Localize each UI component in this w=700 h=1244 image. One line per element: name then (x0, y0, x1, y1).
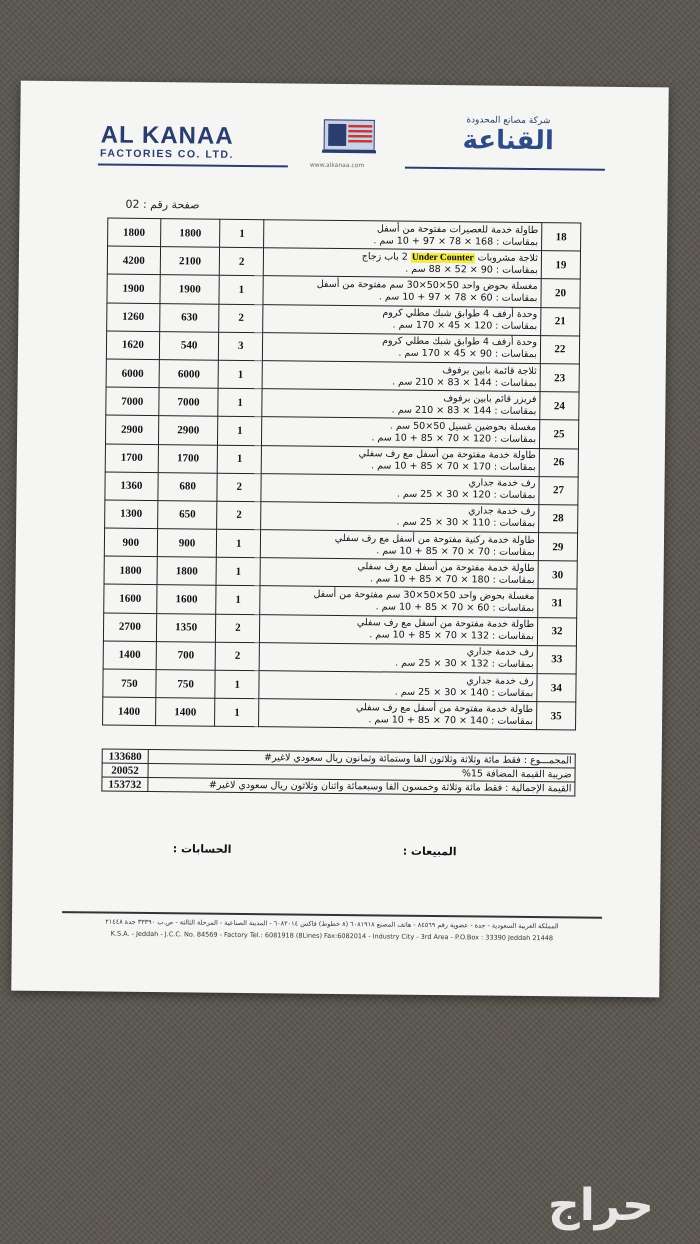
item-number-cell: 19 (541, 251, 580, 280)
logo-ar-sub: شركة مصانع المحدودة (466, 115, 551, 127)
quantity-cell: 1 (215, 698, 259, 727)
description-line: طاولة خدمة للعصيرات مفتوحة من أسفل (376, 222, 539, 236)
unit-price-cell: 1400 (155, 698, 215, 727)
description-line: طاولة خدمة مفتوحة من أسفل مع رف سفلي (355, 701, 534, 715)
description-line: رف خدمة جداري (466, 674, 534, 687)
item-number-cell: 28 (539, 504, 578, 533)
dimensions-line: بمقاسات : 60 × 70 × 85 + 10 سم . (375, 601, 535, 615)
unit-price-cell: 1900 (160, 275, 220, 304)
description-cell (263, 276, 541, 307)
description-line: ثلاجة قائمة بابين برفوف (442, 364, 537, 377)
item-number-cell: 21 (541, 307, 580, 336)
dimensions-line: بمقاسات : 120 × 45 × 170 سم . (392, 319, 538, 333)
quantity-cell: 2 (217, 501, 261, 530)
sales-signature-label: المبيعات : (402, 844, 457, 859)
total-cell: 4200 (107, 246, 160, 275)
total-cell: 1900 (107, 274, 160, 303)
haraj-watermark: حراج (548, 1180, 654, 1231)
dimensions-line: بمقاسات : 170 × 70 × 85 + 10 سم . (371, 460, 536, 474)
item-number-cell: 30 (538, 561, 577, 590)
total-cell: 1700 (105, 444, 158, 473)
unit-price-cell: 1800 (157, 557, 217, 586)
description-cell (260, 614, 538, 645)
description-cell (262, 417, 540, 448)
description-line: ثلاجة مشروبات Under Counter 2 باب زجاج (361, 250, 538, 264)
totals-value: 20052 (102, 763, 148, 777)
item-number-cell: 27 (539, 476, 578, 505)
totals-value: 133680 (102, 749, 148, 763)
unit-price-cell: 1600 (157, 585, 217, 614)
item-number-cell: 31 (538, 589, 577, 618)
logo-en-name: AL KANAA (100, 121, 234, 150)
item-number-cell: 24 (540, 392, 579, 421)
highlighted-text: Under Counter (411, 252, 474, 264)
unit-price-cell: 7000 (159, 388, 219, 417)
description-cell (260, 586, 538, 617)
logo-underline-ar (405, 167, 605, 171)
total-cell: 6000 (106, 359, 159, 388)
unit-price-cell: 2100 (160, 247, 220, 276)
description-cell (261, 502, 539, 533)
quantity-cell: 1 (216, 586, 260, 615)
item-number-cell: 33 (537, 645, 576, 674)
unit-price-cell: 750 (156, 670, 216, 699)
unit-price-cell: 900 (157, 529, 217, 558)
total-cell: 1800 (104, 556, 157, 585)
footer-address-en: K.S.A. - Jeddah - J.C.C. No. 84569 - Factory Tel.: 6081918 (8Lines) Fax:6082014 - Industry City - 3rd Area - P.O.Box : 33390 Jeddah 21448 (110, 929, 554, 943)
page-number: صفحة رقم : 02 (125, 197, 200, 212)
item-number-cell: 34 (537, 674, 576, 703)
description-line: طاولة خدمة ركنية مفتوحة من أسفل مع رف سفلي (334, 532, 535, 546)
item-number-cell: 29 (538, 533, 577, 562)
totals-label: القيمة الإجمالية : فقط مائة وثلاثة وخمسون الفا وسبعمائة واثنان وثلاثون ريال سعودي لاغير# (148, 778, 575, 796)
quantity-cell: 1 (218, 445, 262, 474)
total-cell: 2900 (105, 415, 158, 444)
total-cell: 1600 (104, 584, 157, 613)
description-line: مغسلة بحوض واحد 50×50×30 سم مفتوحة من أسفل (316, 278, 538, 293)
quantity-cell: 2 (216, 642, 260, 671)
footer-address-ar: المملكة العربية السعودية - جدة - عضوية رقم ٨٤٥٦٩ - هاتف المصنع ٦٠٨١٩١٨ (٨ خطوط) فاكس ٦٠٨٢٠١٤ - المدينة الصناعية - المرحلة الثالثة - ص.ب ٣٣٣٩٠ جدة ٢١٤٤٨ (105, 917, 559, 931)
description-line: طاولة خدمة مفتوحة من أسفل مع رف سفلي (356, 617, 535, 631)
dimensions-line: بمقاسات : 144 × 83 × 210 سم . (391, 376, 537, 389)
quantity-cell: 2 (220, 247, 264, 276)
dimensions-line: بمقاسات : 132 × 70 × 85 + 10 سم . (369, 629, 534, 643)
unit-price-cell: 540 (159, 331, 219, 360)
factory-emblem-icon (320, 114, 378, 159)
unit-price-cell: 700 (156, 641, 216, 670)
logo-en-sub: FACTORIES CO. LTD. (99, 147, 235, 161)
unit-price-cell: 650 (157, 500, 217, 529)
description-cell (263, 304, 541, 335)
item-number-cell: 32 (537, 617, 576, 646)
quantity-cell: 1 (220, 219, 264, 248)
unit-price-cell: 680 (158, 472, 218, 501)
accounts-signature-label: الحسابات : (172, 842, 232, 856)
total-cell: 900 (104, 528, 157, 557)
dimensions-line: بمقاسات : 180 × 70 × 85 + 10 سم . (369, 573, 535, 586)
dimensions-line: بمقاسات : 70 × 70 × 85 + 10 سم . (376, 545, 535, 558)
quantity-cell: 1 (219, 360, 263, 389)
item-number-cell: 25 (539, 420, 578, 449)
quantity-cell: 1 (218, 388, 262, 417)
unit-price-cell: 1800 (160, 219, 220, 248)
quantity-cell: 2 (217, 473, 261, 502)
quantity-cell: 1 (217, 529, 261, 558)
description-line: وحدة أرفف 4 طوابق شبك مطلي كروم (382, 307, 538, 321)
dimensions-line: بمقاسات : 140 × 70 × 85 + 10 سم . (368, 714, 534, 727)
item-number-cell: 22 (540, 335, 579, 364)
total-cell: 7000 (106, 387, 159, 416)
description-cell (262, 361, 540, 392)
quantity-cell: 1 (215, 670, 259, 699)
quantity-cell: 1 (216, 557, 260, 586)
unit-price-cell: 630 (159, 303, 219, 332)
item-number-cell: 18 (541, 223, 580, 252)
totals-table (101, 749, 575, 797)
total-cell: 1300 (105, 500, 158, 529)
dimensions-line: بمقاسات : 140 × 30 × 25 سم . (394, 686, 534, 699)
total-cell: 750 (103, 669, 156, 698)
quantity-cell: 2 (219, 304, 263, 333)
unit-price-cell: 1700 (158, 444, 218, 473)
totals-value: 153732 (102, 777, 148, 791)
quantity-cell: 1 (219, 276, 263, 305)
dimensions-line: بمقاسات : 110 × 30 × 25 سم . (396, 517, 536, 530)
items-table (102, 218, 581, 731)
description-cell (263, 248, 541, 279)
description-cell (259, 699, 537, 730)
total-cell: 1400 (103, 697, 156, 726)
description-line: فريزر قائم بابين برفوف (443, 392, 537, 405)
logo-ar-name: القناعة (462, 125, 554, 157)
description-line: رف خدمة جداري (468, 505, 536, 518)
description-cell (264, 220, 542, 251)
unit-price-cell: 6000 (159, 360, 219, 389)
total-cell: 1360 (105, 472, 158, 501)
total-cell: 2700 (103, 613, 156, 642)
dimensions-line: بمقاسات : 144 × 83 × 210 سم . (391, 404, 537, 417)
total-cell: 1620 (106, 331, 159, 360)
website-text: www.alkanaa.com (309, 161, 365, 170)
dimensions-line: بمقاسات : 90 × 52 × 88 سم . (405, 263, 538, 276)
dimensions-line: بمقاسات : 132 × 30 × 25 سم . (395, 657, 534, 671)
description-cell (261, 445, 539, 476)
company-logo-en (100, 121, 234, 160)
unit-price-cell: 1350 (156, 613, 216, 642)
totals-label: المجمـــوع : فقط مائة وثلاثة وثلاثون الفا وستمائة وثمانون ريال سعودي لاغير# (148, 750, 575, 768)
description-line: وحدة أرفف 4 طوابق شبك مطلي كروم (382, 335, 538, 349)
description-line: مغسلة بحوض واحد 50×50×30 سم مفتوحة من أسفل (313, 588, 535, 603)
dimensions-line: بمقاسات : 120 × 30 × 25 سم . (396, 488, 536, 502)
description-cell (261, 473, 539, 504)
description-cell (259, 642, 537, 673)
item-number-cell: 35 (536, 702, 575, 731)
total-cell: 1400 (103, 641, 156, 670)
total-cell: 1800 (108, 218, 161, 247)
description-cell (262, 332, 540, 363)
description-cell (260, 558, 538, 589)
quantity-cell: 2 (216, 614, 260, 643)
quantity-cell: 1 (218, 417, 262, 446)
description-line: رف خدمة جداري (466, 646, 534, 659)
total-cell: 1260 (107, 303, 160, 332)
dimensions-line: بمقاسات : 90 × 45 × 170 سم . (398, 347, 537, 361)
dimensions-line: بمقاسات : 120 × 70 × 85 + 10 سم . (371, 432, 537, 445)
description-line: رف خدمة جداري (468, 477, 536, 490)
item-number-cell: 26 (539, 448, 578, 477)
description-line: طاولة خدمة مفتوحة من أسفل مع رف سفلي (358, 448, 536, 462)
unit-price-cell: 2900 (158, 416, 218, 445)
description-line: طاولة خدمة مفتوحة من أسفل مع رف سفلي (357, 561, 535, 574)
invoice-paper (11, 81, 668, 998)
item-number-cell: 20 (541, 279, 580, 308)
dimensions-line: بمقاسات : 60 × 78 × 97 + 10 سم . (378, 291, 538, 305)
company-logo-ar (408, 115, 608, 157)
description-cell (260, 530, 538, 561)
description-cell (262, 389, 540, 420)
totals-label: ضريبة القيمة المضافة 15% (148, 764, 575, 782)
table-row (103, 697, 576, 730)
dimensions-line: بمقاسات : 168 × 78 × 97 + 10 سم . (373, 234, 539, 248)
description-cell (259, 671, 537, 702)
logo-underline-en (98, 163, 288, 167)
item-number-cell: 23 (540, 364, 579, 393)
description-line: مغسلة بحوضين غسيل 50×50 سم . (389, 420, 537, 433)
quantity-cell: 3 (219, 332, 263, 361)
